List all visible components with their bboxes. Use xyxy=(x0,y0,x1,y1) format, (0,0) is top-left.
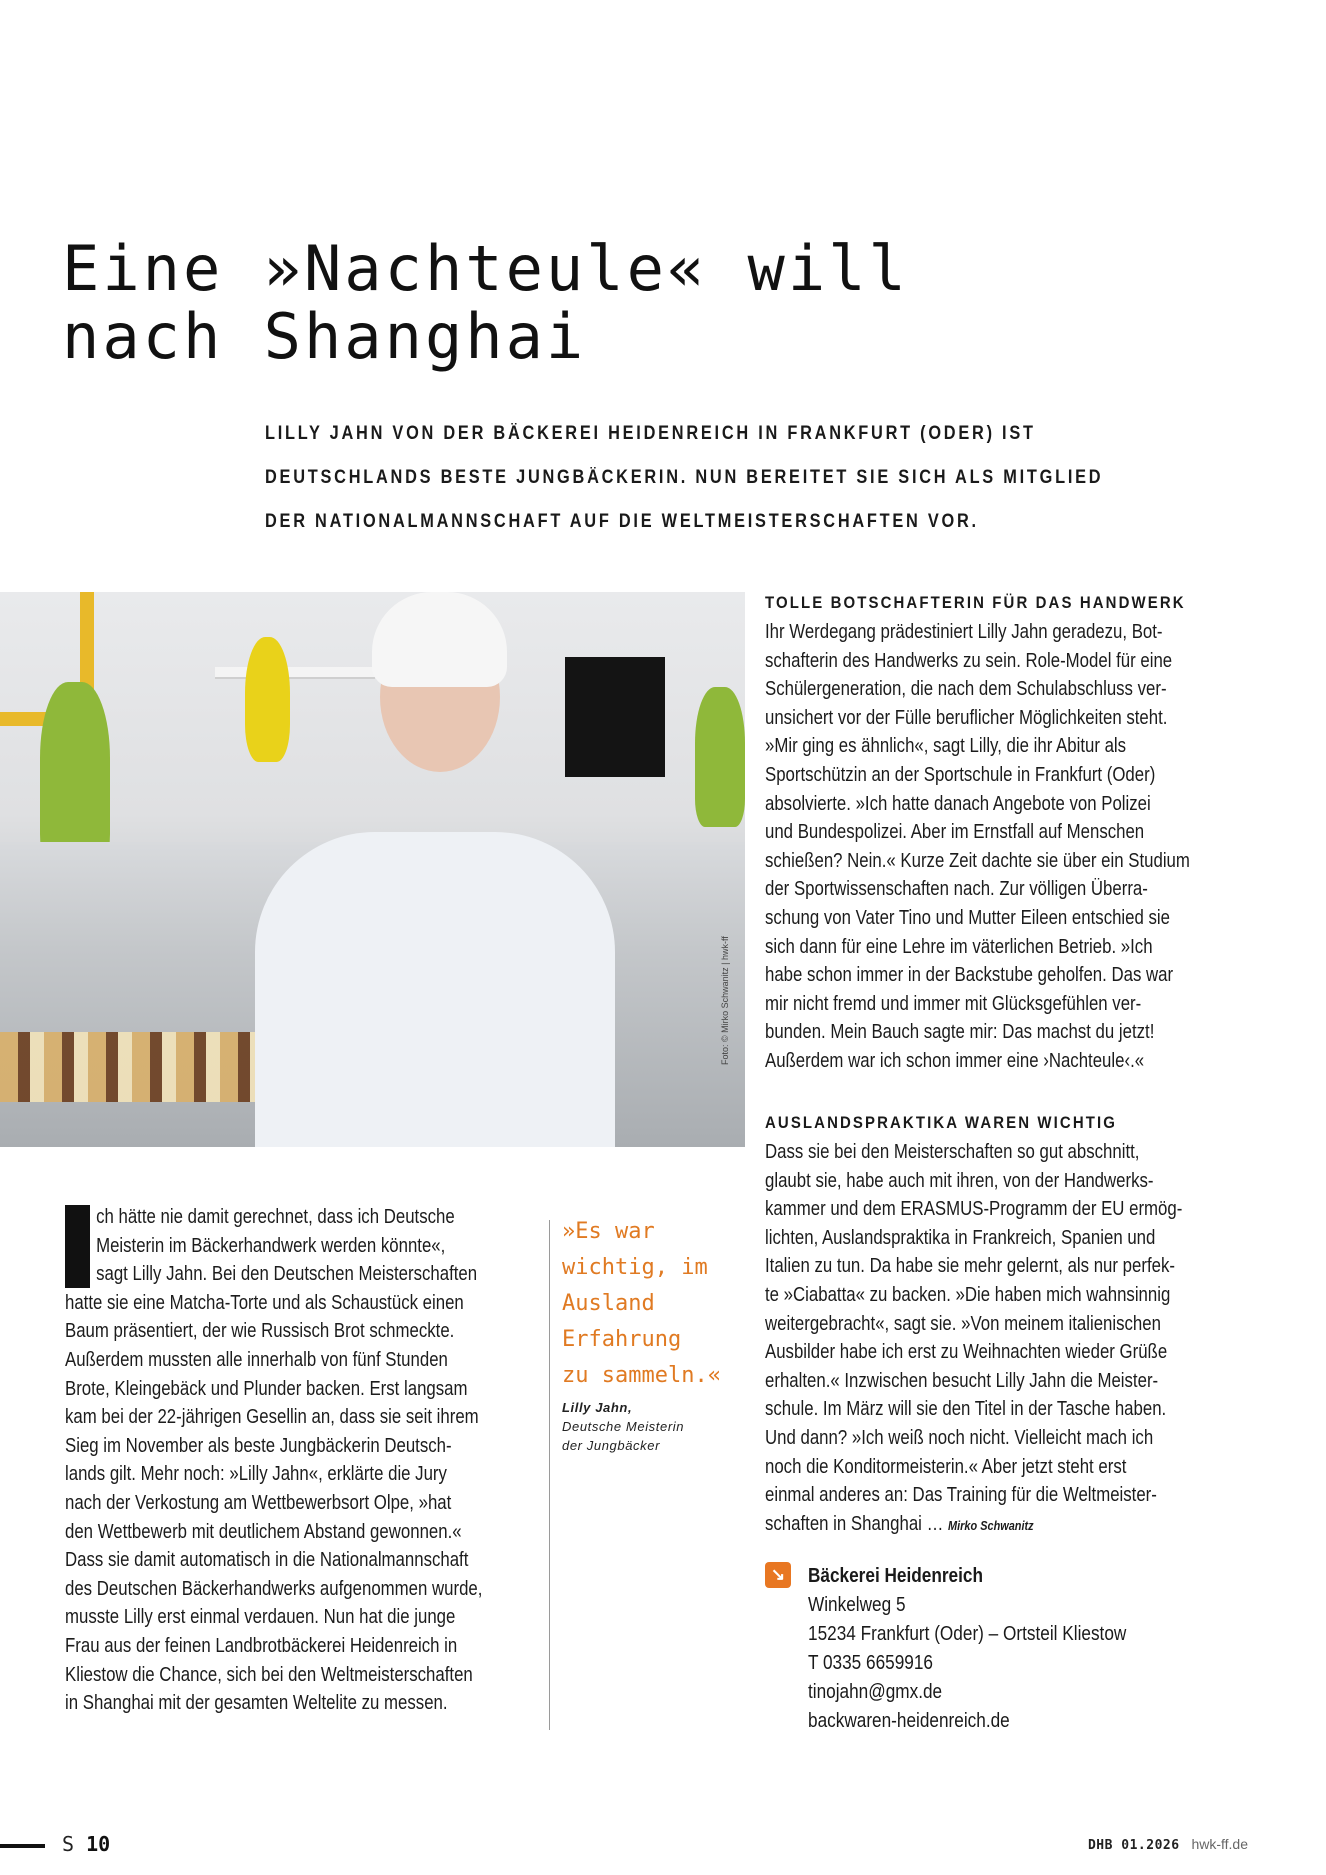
footer-issue xyxy=(1088,1836,1248,1853)
page-number xyxy=(62,1832,110,1856)
green-bunny-decoration xyxy=(695,687,745,827)
pull-quote-text xyxy=(562,1214,762,1394)
text-line: weitergebracht«, sagt sie. »Von meinem italienischen xyxy=(765,1312,1161,1335)
pull-quote-attribution xyxy=(562,1398,762,1455)
quote-author-role: Deutsche Meisterin xyxy=(562,1419,685,1434)
text-line: Ausbilder habe ich erst zu Weihnachten wieder Grüße xyxy=(765,1341,1168,1364)
quote-author: Lilly Jahn, xyxy=(562,1400,633,1415)
text-line: Dass sie damit automatisch in die Nationalmannschaft xyxy=(65,1549,469,1572)
text-line: schafterin des Handwerks zu sein. Role-Model für eine xyxy=(765,649,1173,672)
text-line: »Mir ging es ähnlich«, sagt Lilly, die ihr Abitur als xyxy=(765,735,1127,758)
quote-line: zu sammeln.« xyxy=(562,1363,721,1388)
quote-author-role: der Jungbäcker xyxy=(562,1438,661,1453)
quote-line: Erfahrung xyxy=(562,1327,682,1352)
arrow-down-right-icon: ↘ xyxy=(765,1562,791,1588)
text-line: Baum präsentiert, der wie Russisch Brot schmeckte. xyxy=(65,1320,455,1343)
section-body xyxy=(765,618,1245,1076)
text-line: sich dann für eine Lehre im väterlichen Betrieb. »Ich xyxy=(765,935,1153,958)
text-line: des Deutschen Bäckerhandwerks aufgenommen wurde, xyxy=(65,1577,483,1600)
text-line: Außerdem mussten alle innerhalb von fünf Stunden xyxy=(65,1348,448,1371)
text-line: Und dann? »Ich weiß noch nicht. Vielleicht mach ich xyxy=(765,1426,1154,1449)
lede-line: DEUTSCHLANDS BESTE JUNGBÄCKERIN. NUN BEREITET SIE SICH ALS MITGLIED xyxy=(265,467,1104,488)
business-name: Bäckerei Heidenreich xyxy=(808,1565,983,1587)
text-line: glaubt sie, habe auch mit ihren, von der Handwerks- xyxy=(765,1169,1154,1192)
text-line: lands gilt. Mehr noch: »Lilly Jahn«, erklärte die Jury xyxy=(65,1463,447,1486)
text-line: der Sportwissenschaften nach. Zur völligen Überra- xyxy=(765,878,1148,901)
section-heading: AUSLANDSPRAKTIKA WAREN WICHTIG xyxy=(765,1113,1118,1132)
headline-line-1: Eine »Nachteule« will xyxy=(62,232,909,305)
text-line: Kliestow die Chance, sich bei den Weltmeisterschaften xyxy=(65,1663,473,1686)
yellow-bunny-decoration xyxy=(245,637,290,762)
text-line: Ihr Werdegang prädestiniert Lilly Jahn geradezu, Bot- xyxy=(765,621,1163,643)
text-line: Sieg im November als beste Jungbäckerin Deutsch- xyxy=(65,1434,452,1457)
text-line: Italien zu tun. Da habe sie mehr gelernt, als nur perfek- xyxy=(765,1255,1175,1278)
section-ambassador xyxy=(765,590,1245,1076)
photo-credit: Foto: © Mirko Schwanitz | hwk-ff xyxy=(720,936,730,1065)
text-line: nach der Verkostung am Wettbewerbsort Olpe, »hat xyxy=(65,1491,452,1514)
lede-line: DER NATIONALMANNSCHAFT AUF DIE WELTMEISTERSCHAFTEN VOR. xyxy=(265,511,979,532)
text-line: in Shanghai mit der gesamten Weltelite zu messen. xyxy=(65,1692,448,1715)
text-line: einmal anderes an: Das Training für die Weltmeister- xyxy=(765,1484,1157,1507)
section-heading: TOLLE BOTSCHAFTERIN FÜR DAS HANDWERK xyxy=(765,593,1186,612)
text-line: und Bundespolizei. Aber im Ernstfall auf Menschen xyxy=(765,821,1145,844)
text-line: Brote, Kleingebäck und Plunder backen. Erst langsam xyxy=(65,1377,468,1400)
quote-line: »Es war xyxy=(562,1219,655,1244)
quote-line: Ausland xyxy=(562,1291,655,1316)
column-divider xyxy=(549,1220,550,1730)
city-address: 15234 Frankfurt (Oder) – Ortsteil Kliestow xyxy=(808,1623,1127,1645)
text-line: Außerdem war ich schon immer eine ›Nachteule‹.« xyxy=(765,1049,1145,1072)
author-byline: Mirko Schwanitz xyxy=(948,1517,1034,1533)
page-number-value: 10 xyxy=(86,1832,111,1856)
text-line: musste Lilly erst einmal verdauen. Nun hat die junge xyxy=(65,1606,456,1629)
text-line: schießen? Nein.« Kurze Zeit dachte sie über ein Studium xyxy=(765,849,1190,872)
text-line: bunden. Mein Bauch sagte mir: Das machst du jetzt! xyxy=(765,1021,1155,1044)
email-link[interactable]: tinojahn@gmx.de xyxy=(808,1681,943,1703)
intro-column xyxy=(65,1203,540,1718)
text-line: ch hätte nie damit gerechnet, dass ich Deutsche xyxy=(96,1206,455,1228)
section-body xyxy=(765,1138,1245,1540)
text-line: erhalten.« Inzwischen besucht Lilly Jahn die Meister- xyxy=(765,1369,1159,1392)
text-line: schule. Im März will sie den Titel in der Tasche haben. xyxy=(765,1398,1167,1421)
text-line: kammer und dem ERASMUS-Programm der EU ermög- xyxy=(765,1198,1183,1221)
contact-details xyxy=(808,1562,1178,1736)
footer-site-link[interactable]: hwk-ff.de xyxy=(1191,1836,1248,1852)
text-line: unsichert vor der Fülle beruflicher Möglichkeiten steht. xyxy=(765,706,1168,729)
text-line: absolvierte. »Ich hatte danach Angebote von Polizei xyxy=(765,792,1151,815)
pull-quote xyxy=(562,1214,762,1455)
text-line: kam bei der 22-jährigen Gesellin an, dass sie seit ihrem xyxy=(65,1406,479,1429)
footer-rule xyxy=(0,1844,45,1848)
baker-figure xyxy=(255,832,615,1147)
text-line: mir nicht fremd und immer mit Glücksgefühlen ver- xyxy=(765,992,1142,1015)
text-line: lichten, Auslandspraktika in Frankreich, Spanien und xyxy=(765,1226,1156,1249)
quote-line: wichtig, im xyxy=(562,1255,708,1280)
tote-bag xyxy=(565,657,665,777)
text-line: schung von Vater Tino und Mutter Eileen entschied sie xyxy=(765,906,1170,929)
text-line-with-byline xyxy=(765,1510,1168,1541)
headline-line-2: nach Shanghai xyxy=(62,300,587,373)
text-line: noch die Konditormeisterin.« Aber jetzt steht erst xyxy=(765,1455,1127,1478)
text-line: Dass sie bei den Meisterschaften so gut abschnitt, xyxy=(765,1141,1140,1163)
text-line: Sportschützin an der Sportschule in Frankfurt (Oder) xyxy=(765,763,1156,786)
text-line: hatte sie eine Matcha-Torte und als Schaustück einen xyxy=(65,1291,464,1314)
headline xyxy=(62,232,909,373)
text-line: den Wettbewerb mit deutlichem Abstand gewonnen.« xyxy=(65,1520,462,1543)
article-photo xyxy=(0,592,745,1147)
text-line: sagt Lilly Jahn. Bei den Deutschen Meisterschaften xyxy=(96,1263,478,1286)
issue-label: DHB 01.2026 xyxy=(1087,1838,1180,1853)
text-line: Meisterin im Bäckerhandwerk werden könnte«, xyxy=(96,1234,446,1257)
website-link[interactable]: backwaren-heidenreich.de xyxy=(808,1710,1010,1732)
shelf xyxy=(215,667,375,679)
intro-body xyxy=(65,1203,540,1718)
lede xyxy=(265,412,1165,544)
text-line: Frau aus der feinen Landbrotbäckerei Heidenreich in xyxy=(65,1634,458,1657)
baker-cap xyxy=(372,592,507,687)
phone-number: T 0335 6659916 xyxy=(808,1652,933,1674)
text-line: schaften in Shanghai … xyxy=(765,1512,949,1535)
text-line: Schülergeneration, die nach dem Schulabschluss ver- xyxy=(765,678,1167,701)
text-line: te »Ciabatta« zu backen. »Die haben mich wahnsinnig xyxy=(765,1283,1171,1306)
section-internships xyxy=(765,1110,1245,1540)
text-line: habe schon immer in der Backstube geholfen. Das war xyxy=(765,964,1174,987)
street-address: Winkelweg 5 xyxy=(808,1594,906,1616)
lede-line: LILLY JAHN VON DER BÄCKEREI HEIDENREICH IN FRANKFURT (ODER) IST xyxy=(265,423,1036,444)
page-prefix: S xyxy=(62,1832,75,1856)
